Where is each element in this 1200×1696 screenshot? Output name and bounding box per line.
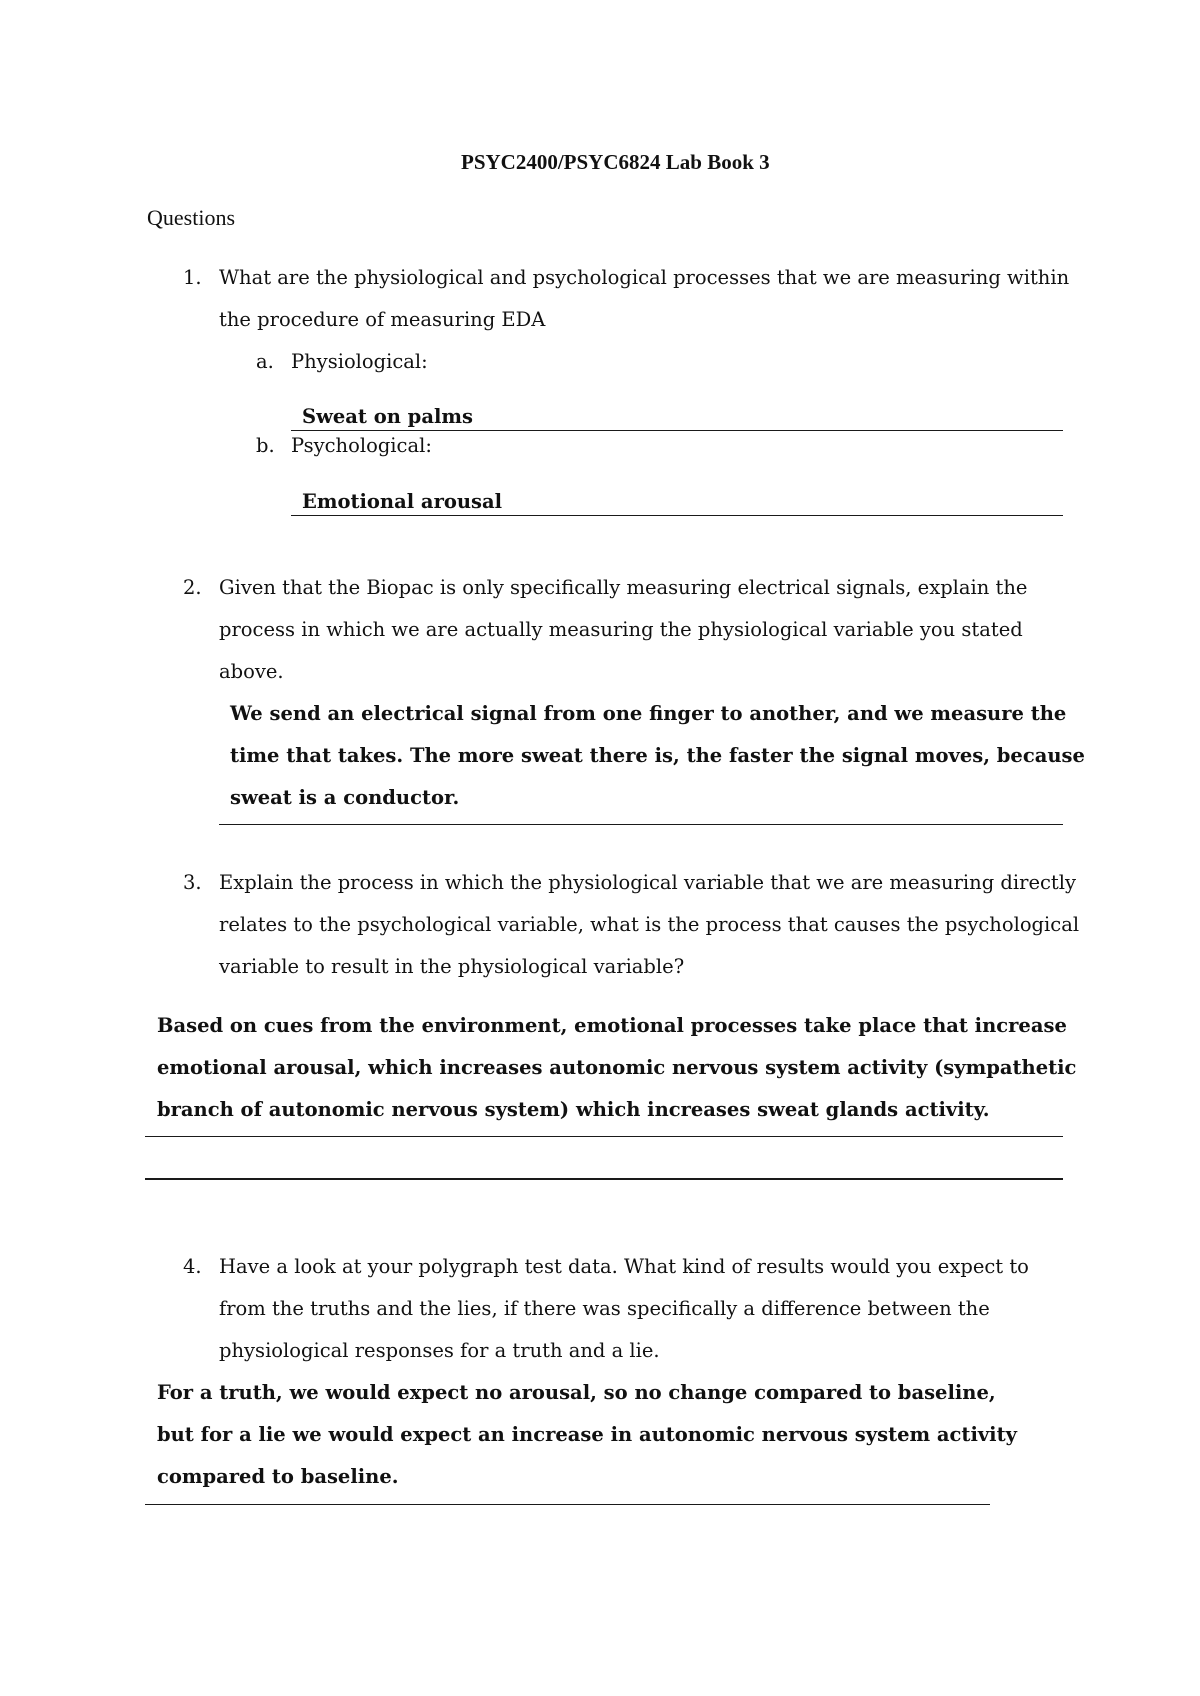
q2-answer-line: sweat is a conductor.	[230, 786, 460, 809]
q4-number: 4.	[183, 1255, 202, 1278]
q2-text-line: process in which we are actually measuring the physiological variable you stated	[219, 618, 1023, 641]
q1-text-line: the procedure of measuring EDA	[219, 308, 546, 331]
q3-answer-rule	[145, 1136, 1063, 1137]
q3-answer-rule-blank	[145, 1178, 1063, 1180]
questions-heading: Questions	[147, 205, 235, 230]
q3-text-line: Explain the process in which the physiological variable that we are measuring directly	[219, 871, 1077, 894]
q2-answer-rule	[219, 824, 1063, 825]
q3-text-line: relates to the psychological variable, what is the process that causes the psychological	[219, 913, 1080, 936]
q1-text-line: What are the physiological and psychological processes that we are measuring within	[219, 266, 1070, 289]
q1a-letter: a.	[256, 350, 274, 373]
q1b-label: Psychological:	[291, 434, 432, 457]
q3-text-line: variable to result in the physiological variable?	[219, 955, 685, 978]
q2-answer-line: time that takes. The more sweat there is, the faster the signal moves, because	[230, 744, 1085, 767]
q1a-answer-line	[291, 430, 1063, 431]
q4-answer-line: but for a lie we would expect an increase in autonomic nervous system activity	[157, 1423, 1017, 1446]
document-title: PSYC2400/PSYC6824 Lab Book 3	[461, 150, 770, 174]
q1b-answer: Emotional arousal	[302, 490, 503, 513]
q3-answer-line: emotional arousal, which increases autonomic nervous system activity (sympathetic	[157, 1056, 1077, 1079]
q4-answer-rule	[145, 1504, 990, 1505]
q4-answer-line: compared to baseline.	[157, 1465, 399, 1488]
q2-answer-line: We send an electrical signal from one finger to another, and we measure the	[230, 702, 1067, 725]
q4-text-line: physiological responses for a truth and a lie.	[219, 1339, 660, 1362]
q3-answer-line: branch of autonomic nervous system) which increases sweat glands activity.	[157, 1098, 990, 1121]
q1b-answer-line	[291, 515, 1063, 516]
q4-answer-line: For a truth, we would expect no arousal, so no change compared to baseline,	[157, 1381, 996, 1404]
q4-text-line: from the truths and the lies, if there was specifically a difference between the	[219, 1297, 990, 1320]
q1a-label: Physiological:	[291, 350, 428, 373]
q4-text-line: Have a look at your polygraph test data. What kind of results would you expect to	[219, 1255, 1029, 1278]
q1b-letter: b.	[256, 434, 275, 457]
q3-answer-line: Based on cues from the environment, emotional processes take place that increase	[157, 1014, 1067, 1037]
q3-number: 3.	[183, 871, 202, 894]
q2-text-line: above.	[219, 660, 284, 683]
q2-number: 2.	[183, 576, 202, 599]
q2-text-line: Given that the Biopac is only specifically measuring electrical signals, explain the	[219, 576, 1028, 599]
q1a-answer: Sweat on palms	[302, 405, 473, 428]
q1-number: 1.	[183, 266, 202, 289]
